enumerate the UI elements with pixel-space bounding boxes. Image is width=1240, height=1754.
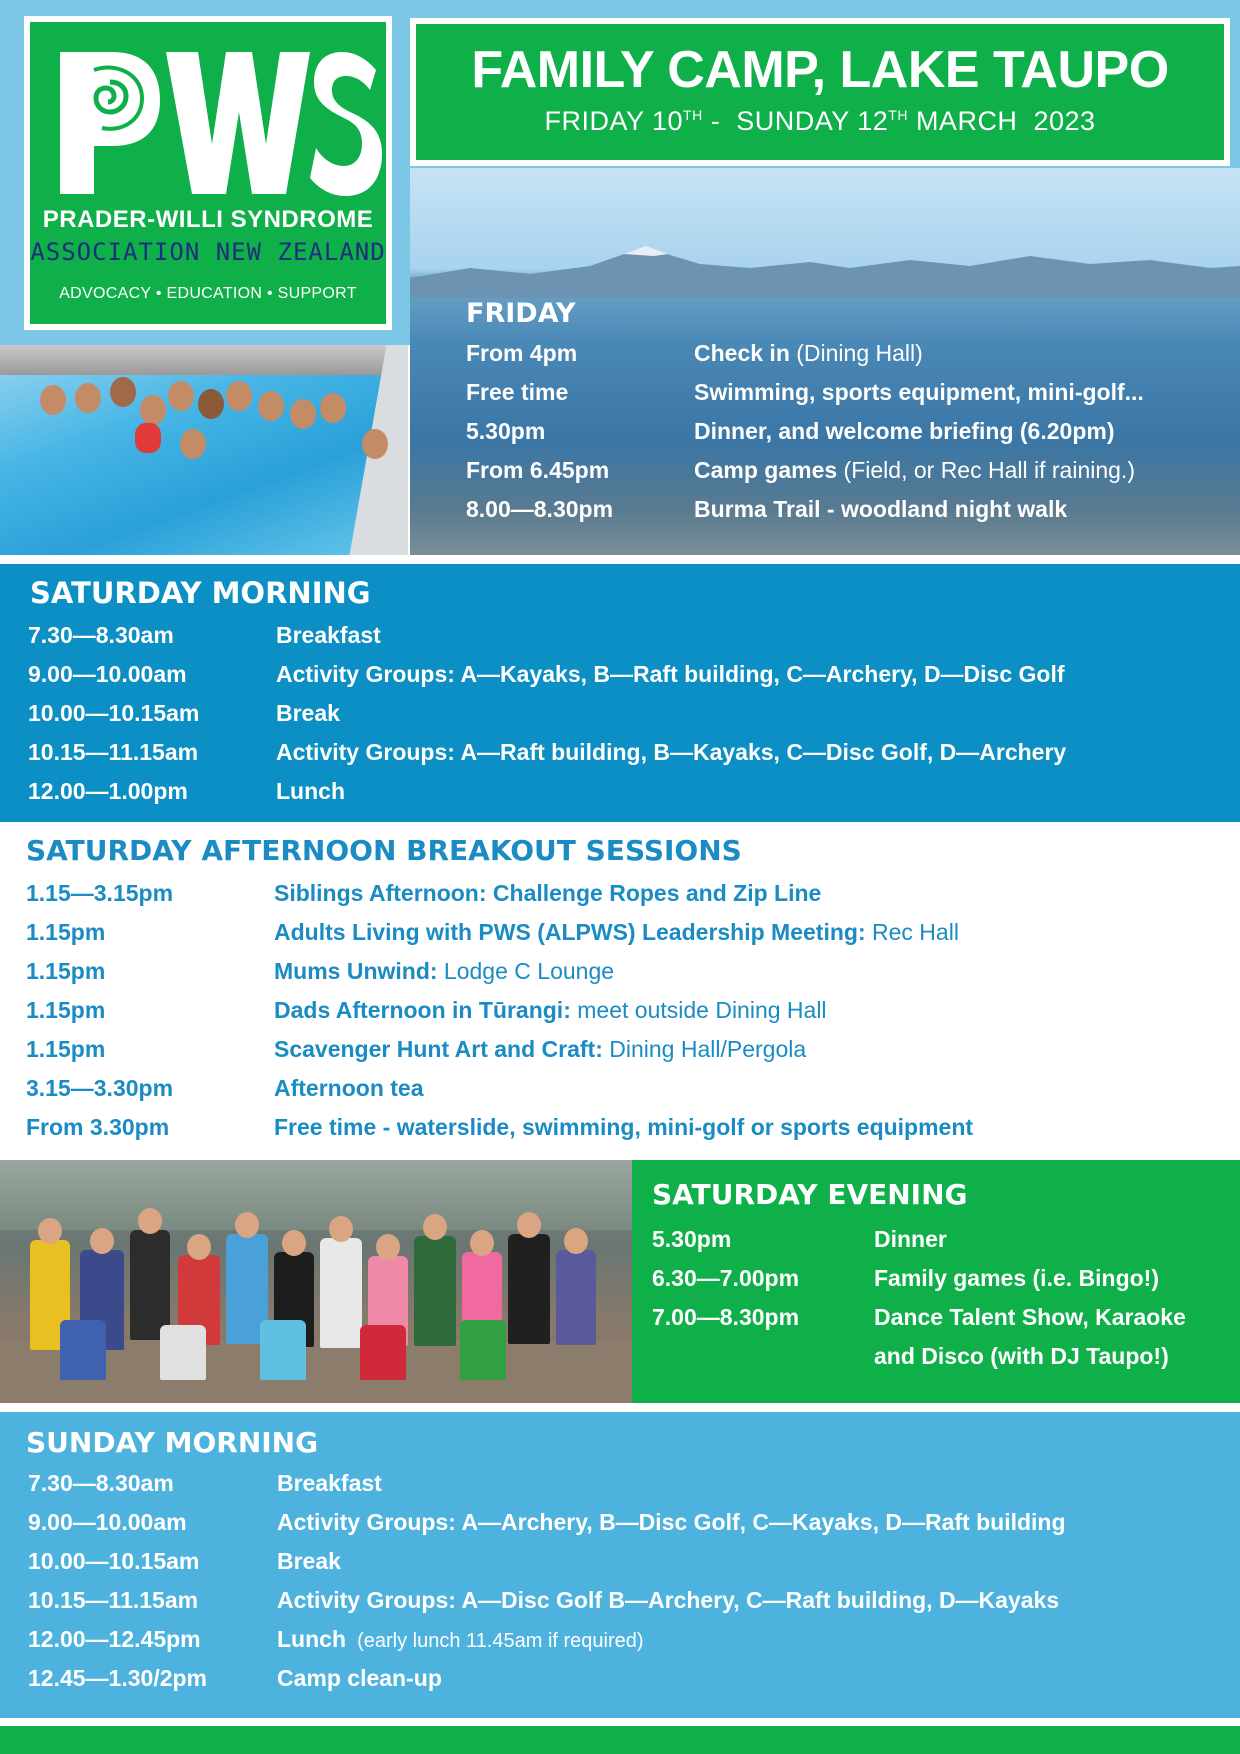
person (130, 1230, 170, 1340)
saturday-afternoon-title: SATURDAY AFTERNOON BREAKOUT SESSIONS (26, 834, 742, 867)
logo-tagline: ADVOCACY • EDUCATION • SUPPORT (59, 285, 357, 302)
row-time: From 3.30pm (26, 1114, 170, 1140)
swimmer (320, 393, 346, 423)
row-activity: Mums Unwind: (274, 958, 438, 984)
mountain-range-graphic (410, 238, 1240, 298)
row-activity: Activity Groups: A—Raft building, B—Kayaks, C—Disc Golf, D—Archery (276, 739, 1067, 765)
row-time: 7.00—8.30pm (652, 1304, 800, 1330)
row-activity: Dads Afternoon in Tūrangi: (274, 997, 571, 1023)
swimmer (168, 381, 194, 411)
person-head (329, 1216, 353, 1242)
row-activity: Activity Groups: A—Disc Golf B—Archery, C—Raft building, D—Kayaks (277, 1587, 1060, 1613)
row-activity: Activity Groups: A—Archery, B—Disc Golf, C—Kayaks, D—Raft building (277, 1509, 1066, 1535)
row-note: (Dining Hall) (789, 340, 923, 366)
row-activity: Dinner (874, 1226, 947, 1252)
person (508, 1234, 550, 1344)
row-time: 10.15—11.15am (28, 739, 199, 765)
row-time: Free time (466, 379, 569, 405)
row-time: From 6.45pm (466, 457, 610, 483)
pool-photo (0, 345, 408, 555)
row-desc (694, 340, 923, 367)
title-box (410, 18, 1230, 166)
row-time: 12.00—1.00pm (28, 778, 188, 804)
row-location: Rec Hall (865, 919, 959, 945)
person-head (138, 1208, 162, 1234)
row-activity: Lunch (276, 778, 345, 804)
saturday-evening-title: SATURDAY EVENING (652, 1178, 968, 1211)
row-desc (277, 1626, 644, 1653)
person-head (282, 1230, 306, 1256)
row-note: (early lunch 11.45am if required) (346, 1630, 644, 1652)
swimmer (180, 429, 206, 459)
swimmer (75, 383, 101, 413)
saturday-afternoon-section (0, 822, 1240, 1158)
row-desc (274, 997, 827, 1024)
row-desc (694, 457, 1135, 484)
footer-bar (0, 1726, 1240, 1754)
row-activity: Check in (694, 340, 790, 366)
dates-month-year: MARCH 2023 (907, 106, 1096, 136)
person (60, 1320, 106, 1380)
dates-start: FRIDAY 10 (544, 106, 684, 136)
dates-start-suffix: TH (683, 107, 703, 123)
row-activity: and Disco (with DJ Taupo!) (874, 1343, 1169, 1369)
swimmer (258, 391, 284, 421)
row-activity: Lunch (277, 1626, 346, 1652)
row-activity: Swimming, sports equipment, mini-golf... (694, 379, 1144, 405)
row-time: 5.30pm (466, 418, 546, 444)
row-activity: Dance Talent Show, Karaoke (874, 1304, 1186, 1330)
pws-letter-s-graphic (310, 48, 382, 198)
saturday-morning-title: SATURDAY MORNING (30, 576, 371, 610)
row-time: 8.00—8.30pm (466, 496, 614, 522)
pws-logo (24, 16, 392, 330)
row-desc (274, 1036, 806, 1063)
person-head (517, 1212, 541, 1238)
row-time: 7.30—8.30am (28, 622, 174, 648)
pool-wall (0, 345, 408, 375)
row-time: 9.00—10.00am (28, 661, 187, 687)
page-title: FAMILY CAMP, LAKE TAUPO (471, 41, 1169, 99)
swimmer (290, 399, 316, 429)
saturday-morning-section (0, 564, 1240, 822)
person-head (470, 1230, 494, 1256)
row-time: 12.00—12.45pm (28, 1626, 201, 1652)
row-time: 5.30pm (652, 1226, 732, 1252)
person-head (38, 1218, 62, 1244)
row-activity: Adults Living with PWS (ALPWS) Leadership Meeting: (274, 919, 866, 945)
row-location: Lodge C Lounge (437, 958, 615, 984)
row-time: 1.15pm (26, 997, 106, 1023)
row-time: 3.15—3.30pm (26, 1075, 174, 1101)
row-time: From 4pm (466, 340, 578, 366)
row-activity: Camp games (694, 457, 838, 483)
swimmer (362, 429, 388, 459)
sunday-morning-title: SUNDAY MORNING (26, 1426, 319, 1459)
swimmer (226, 381, 252, 411)
person-head (187, 1234, 211, 1260)
row-time: 1.15pm (26, 958, 106, 984)
person-head (90, 1228, 114, 1254)
lake-taupo-photo (410, 168, 1240, 555)
row-activity: Breakfast (277, 1470, 382, 1496)
logo-line-1: PRADER-WILLI SYNDROME (42, 206, 374, 233)
row-activity: Burma Trail - woodland night walk (694, 496, 1068, 522)
row-activity: Siblings Afternoon: Challenge Ropes and Zip Line (274, 880, 822, 906)
group-photo (0, 1160, 632, 1403)
row-activity: Break (277, 1548, 341, 1574)
person (360, 1325, 406, 1380)
row-activity: Dinner, and welcome briefing (6.20pm) (694, 418, 1115, 444)
row-time: 7.30—8.30am (28, 1470, 174, 1496)
person (556, 1250, 596, 1345)
row-time: 1.15pm (26, 919, 106, 945)
swimmer (110, 377, 136, 407)
row-time: 6.30—7.00pm (652, 1265, 800, 1291)
person-head (235, 1212, 259, 1238)
swimmer (135, 423, 161, 453)
row-time: 1.15pm (26, 1036, 106, 1062)
person (414, 1236, 456, 1346)
row-activity: Scavenger Hunt Art and Craft: (274, 1036, 603, 1062)
person (260, 1320, 306, 1380)
sunday-morning-section (0, 1412, 1240, 1718)
row-note: (Field, or Rec Hall if raining.) (837, 457, 1135, 483)
swimmer (40, 385, 66, 415)
saturday-evening-section (632, 1160, 1240, 1403)
row-activity: Breakfast (276, 622, 381, 648)
person (320, 1238, 362, 1348)
row-desc (274, 958, 614, 985)
row-time: 10.15—11.15am (28, 1587, 199, 1613)
row-activity: Afternoon tea (274, 1075, 424, 1101)
row-activity: Break (276, 700, 340, 726)
row-location: Dining Hall/Pergola (602, 1036, 807, 1062)
row-time: 12.45—1.30/2pm (28, 1665, 208, 1691)
person (460, 1320, 506, 1380)
person (160, 1325, 206, 1380)
logo-line-2: ASSOCIATION NEW ZEALAND (30, 238, 386, 266)
person-head (564, 1228, 588, 1254)
row-time: 9.00—10.00am (28, 1509, 187, 1535)
swimmer (140, 395, 166, 425)
swimmer (198, 389, 224, 419)
friday-title: FRIDAY (466, 298, 576, 329)
row-time: 10.00—10.15am (28, 700, 200, 726)
dates-end: - SUNDAY 12 (702, 106, 889, 136)
event-dates (416, 106, 1224, 137)
row-activity: Free time - waterslide, swimming, mini-golf or sports equipment (274, 1114, 974, 1140)
dates-end-suffix: TH (888, 107, 908, 123)
person-head (376, 1234, 400, 1260)
row-activity: Activity Groups: A—Kayaks, B—Raft building, C—Archery, D—Disc Golf (276, 661, 1065, 687)
row-time: 1.15—3.15pm (26, 880, 174, 906)
person-head (423, 1214, 447, 1240)
row-desc (274, 919, 959, 946)
row-location: meet outside Dining Hall (570, 997, 827, 1023)
row-activity: Camp clean-up (277, 1665, 442, 1691)
row-time: 10.00—10.15am (28, 1548, 200, 1574)
row-activity: Family games (i.e. Bingo!) (874, 1265, 1159, 1291)
